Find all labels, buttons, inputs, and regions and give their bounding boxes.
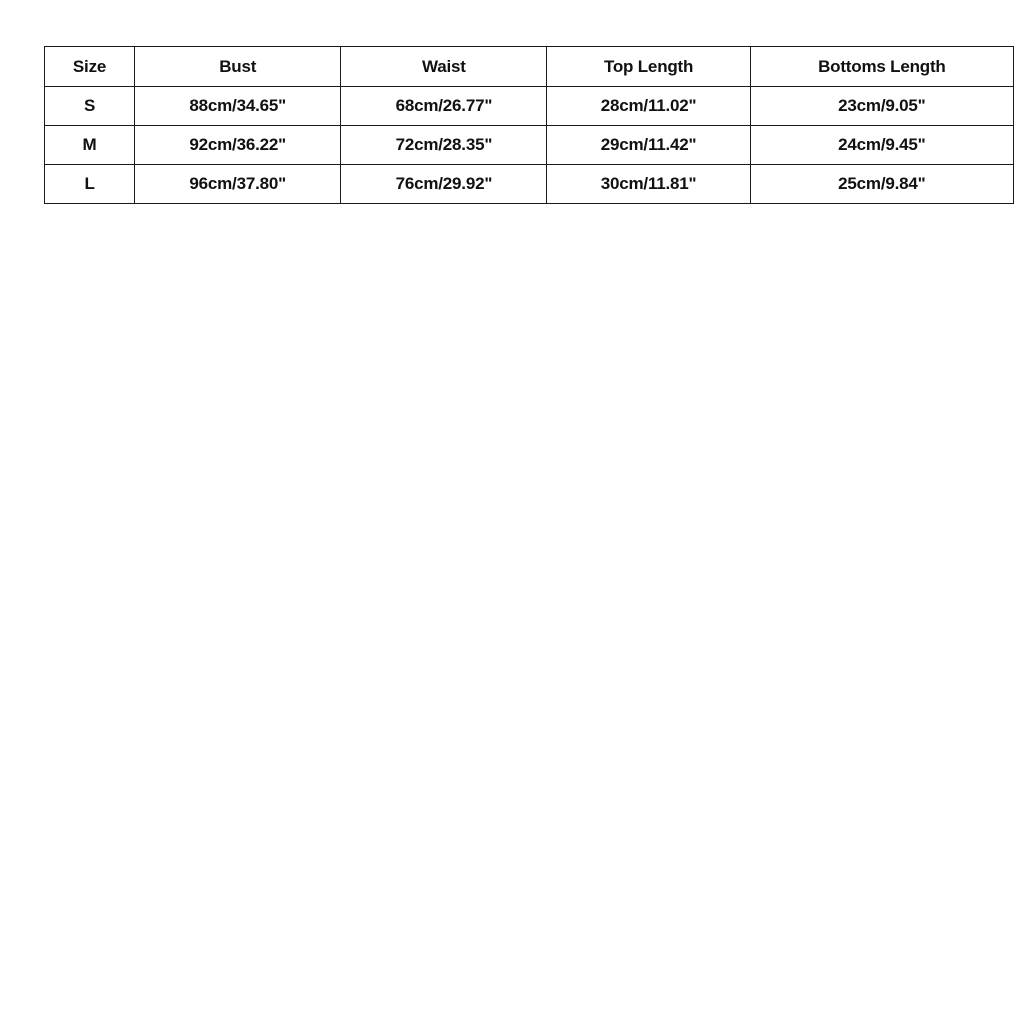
cell-bottoms-length: 23cm/9.05" [750,87,1013,126]
header-waist: Waist [341,47,547,87]
cell-size: M [45,126,135,165]
header-bottoms-length: Bottoms Length [750,47,1013,87]
cell-waist: 76cm/29.92" [341,165,547,204]
cell-waist: 72cm/28.35" [341,126,547,165]
table-header [45,47,1014,87]
header-row [45,47,1014,87]
cell-bust: 96cm/37.80" [135,165,341,204]
cell-waist: 68cm/26.77" [341,87,547,126]
cell-top-length: 29cm/11.42" [547,126,750,165]
table-row [45,87,1014,126]
cell-size: L [45,165,135,204]
table-body [45,87,1014,204]
size-chart-table [44,46,1014,204]
cell-top-length: 28cm/11.02" [547,87,750,126]
header-size: Size [45,47,135,87]
cell-size: S [45,87,135,126]
cell-bottoms-length: 24cm/9.45" [750,126,1013,165]
cell-top-length: 30cm/11.81" [547,165,750,204]
table-row [45,165,1014,204]
header-bust: Bust [135,47,341,87]
cell-bust: 88cm/34.65" [135,87,341,126]
header-top-length: Top Length [547,47,750,87]
cell-bust: 92cm/36.22" [135,126,341,165]
cell-bottoms-length: 25cm/9.84" [750,165,1013,204]
table-row [45,126,1014,165]
